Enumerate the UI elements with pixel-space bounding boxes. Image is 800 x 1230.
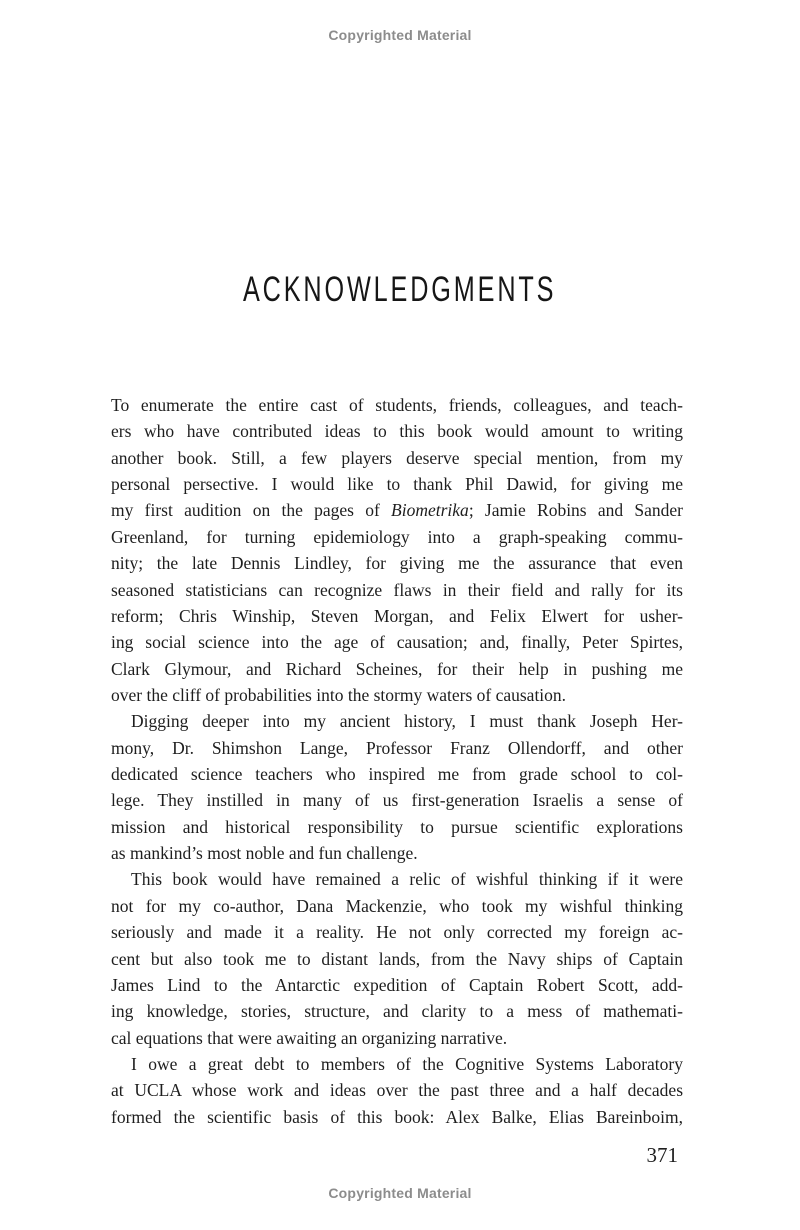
text-line: mission and historical responsibility to pursue scientific explorations — [111, 816, 683, 837]
text-line: seasoned statisticians can recognize flaws in their field and rally for its — [111, 579, 683, 600]
text-line: ers who have contributed ideas to this book would amount to writing — [111, 421, 683, 442]
text-line: cent but also took me to distant lands, from the Navy ships of Captain — [111, 948, 683, 969]
text-line: Digging deeper into my ancient history, I must thank Joseph Her- — [131, 711, 683, 732]
text-line: This book would have remained a relic of wishful thinking if it were — [131, 869, 683, 890]
copyright-notice-bottom: Copyrighted Material — [328, 1185, 472, 1201]
text-line: at UCLA whose work and ideas over the past three and a half decades — [111, 1080, 683, 1101]
page-number: 371 — [646, 1143, 678, 1167]
chapter-title-wrap — [0, 270, 800, 310]
text-line: reform; Chris Winship, Steven Morgan, and Felix Elwert for usher- — [111, 605, 683, 626]
text-line: I owe a great debt to members of the Cognitive Systems Laboratory — [131, 1053, 683, 1074]
text-line: mony, Dr. Shimshon Lange, Professor Franz Ollendorff, and other — [111, 737, 683, 758]
text-line: To enumerate the entire cast of students, friends, colleagues, and teach- — [111, 395, 683, 415]
text-line: seriously and made it a reality. He not only corrected my foreign ac- — [111, 922, 683, 943]
text-line: over the cliff of probabilities into the stormy waters of causation. — [111, 684, 567, 705]
body-text — [111, 392, 683, 1130]
chapter-title: ACKNOWLEDGMENTS — [243, 270, 557, 309]
text-line: lege. They instilled in many of us first-generation Israelis a sense of — [111, 790, 683, 811]
text-line: not for my co-author, Dana Mackenzie, who took my wishful thinking — [111, 895, 683, 916]
text-line: personal persective. I would like to thank Phil Dawid, for giving me — [111, 474, 683, 495]
text-line: Clark Glymour, and Richard Scheines, for their help in pushing me — [111, 658, 683, 679]
copyright-notice-top: Copyrighted Material — [328, 27, 472, 43]
text-line: my first audition on the pages of Biometrika; Jamie Robins and Sander — [111, 500, 683, 521]
text-line: ing social science into the age of causation; and, finally, Peter Spirtes, — [111, 632, 683, 653]
text-line: another book. Still, a few players deserve special mention, from my — [111, 447, 683, 468]
text-line: Greenland, for turning epidemiology into a graph-speaking commu- — [111, 526, 683, 547]
text-line: ing knowledge, stories, structure, and clarity to a mess of mathemati- — [111, 1001, 683, 1022]
text-line: cal equations that were awaiting an organizing narrative. — [111, 1027, 508, 1048]
text-line: formed the scientific basis of this book: Alex Balke, Elias Bareinboim, — [111, 1106, 683, 1127]
text-line: as mankind’s most noble and fun challenge. — [111, 843, 418, 864]
text-line: James Lind to the Antarctic expedition of Captain Robert Scott, add- — [111, 974, 683, 995]
text-line: nity; the late Dennis Lindley, for giving me the assurance that even — [111, 553, 683, 574]
text-line: dedicated science teachers who inspired me from grade school to col- — [111, 764, 683, 785]
